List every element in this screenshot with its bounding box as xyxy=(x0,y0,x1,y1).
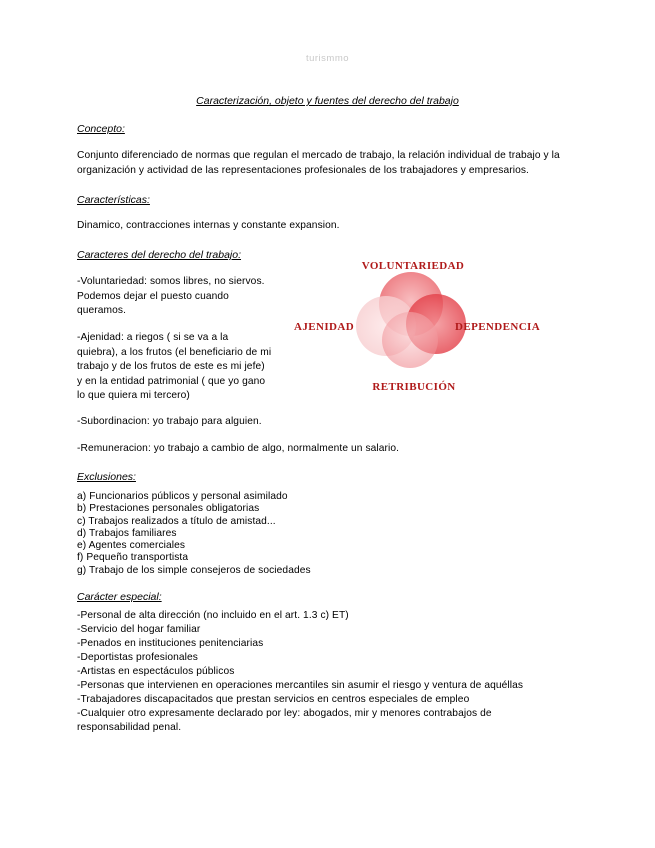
list-item: b) Prestaciones personales obligatorias xyxy=(77,503,260,515)
list-item: f) Pequeño transportista xyxy=(77,552,189,564)
caracteristicas-text: Dinamico, contracciones internas y constante expansion. xyxy=(77,220,340,231)
list-item: g) Trabajo de los simple consejeros de sociedades xyxy=(77,564,311,576)
heading-exclusiones: Exclusiones: xyxy=(77,471,136,483)
label-voluntariedad: VOLUNTARIEDAD xyxy=(361,260,465,272)
list-item: e) Agentes comerciales xyxy=(77,540,186,552)
label-retribucion: RETRIBUCIÓN xyxy=(372,381,456,393)
list-item: d) Trabajos familiares xyxy=(77,527,177,539)
characteristics-venn-diagram xyxy=(288,252,558,397)
list-item: -Cualquier otro expresamente declarado por ley: abogados, mir y menores contrabajos de responsabilidad penal. xyxy=(77,708,492,733)
exclusiones-list xyxy=(77,491,597,577)
caracter-voluntariedad: -Voluntariedad: somos libres, no siervos. Podemos dejar el puesto cuando queramos. xyxy=(77,276,265,316)
list-item: -Deportistas profesionales xyxy=(77,652,198,663)
list-item: -Personal de alta dirección (no incluido en el art. 1.3 c) ET) xyxy=(77,610,349,621)
header-note: turismmo xyxy=(305,53,350,64)
label-ajenidad: AJENIDAD xyxy=(294,321,355,333)
list-item: -Artistas en espectáculos públicos xyxy=(77,666,235,677)
list-item: a) Funcionarios públicos y personal asimilado xyxy=(77,491,288,502)
heading-concepto: Concepto: xyxy=(77,123,125,135)
label-dependencia: DEPENDENCIA xyxy=(455,321,541,333)
concepto-text: Conjunto diferenciado de normas que regulan el mercado de trabajo, la relación individual de trabajo y la organización y actividad de las representaciones profesionales de los trabajadores y empresarios. xyxy=(77,150,560,176)
list-item: -Servicio del hogar familiar xyxy=(77,624,201,635)
list-item: -Penados en instituciones penitenciarias xyxy=(77,638,264,649)
heading-caracteristicas: Características: xyxy=(77,194,150,206)
caracter-remuneracion: -Remuneracion: yo trabajo a cambio de algo, normalmente un salario. xyxy=(77,443,400,454)
heading-caracter-especial: Carácter especial: xyxy=(77,591,162,603)
circle-retribucion xyxy=(382,312,438,368)
list-item: -Trabajadores discapacitados que prestan servicios en centros especiales de empleo xyxy=(77,694,470,705)
heading-caracteres: Caracteres del derecho del trabajo: xyxy=(77,249,242,261)
list-item: c) Trabajos realizados a título de amistad... xyxy=(77,515,276,527)
document-title: Caracterización, objeto y fuentes del derecho del trabajo xyxy=(196,95,459,107)
caracter-subordinacion: -Subordinacion: yo trabajo para alguien. xyxy=(77,416,262,427)
list-item: -Personas que intervienen en operaciones mercantiles sin asumir el riesgo y ventura de aquéllas xyxy=(77,680,524,691)
caracter-ajenidad: -Ajenidad: a riegos ( si se va a la quiebra), a los frutos (el beneficiario de mi trabajo y de los frutos de este es mi jefe) y en la entidad patrimonial ( que yo gano lo que quiera mi tercero) xyxy=(77,332,272,401)
caracter-especial-list xyxy=(77,609,597,735)
